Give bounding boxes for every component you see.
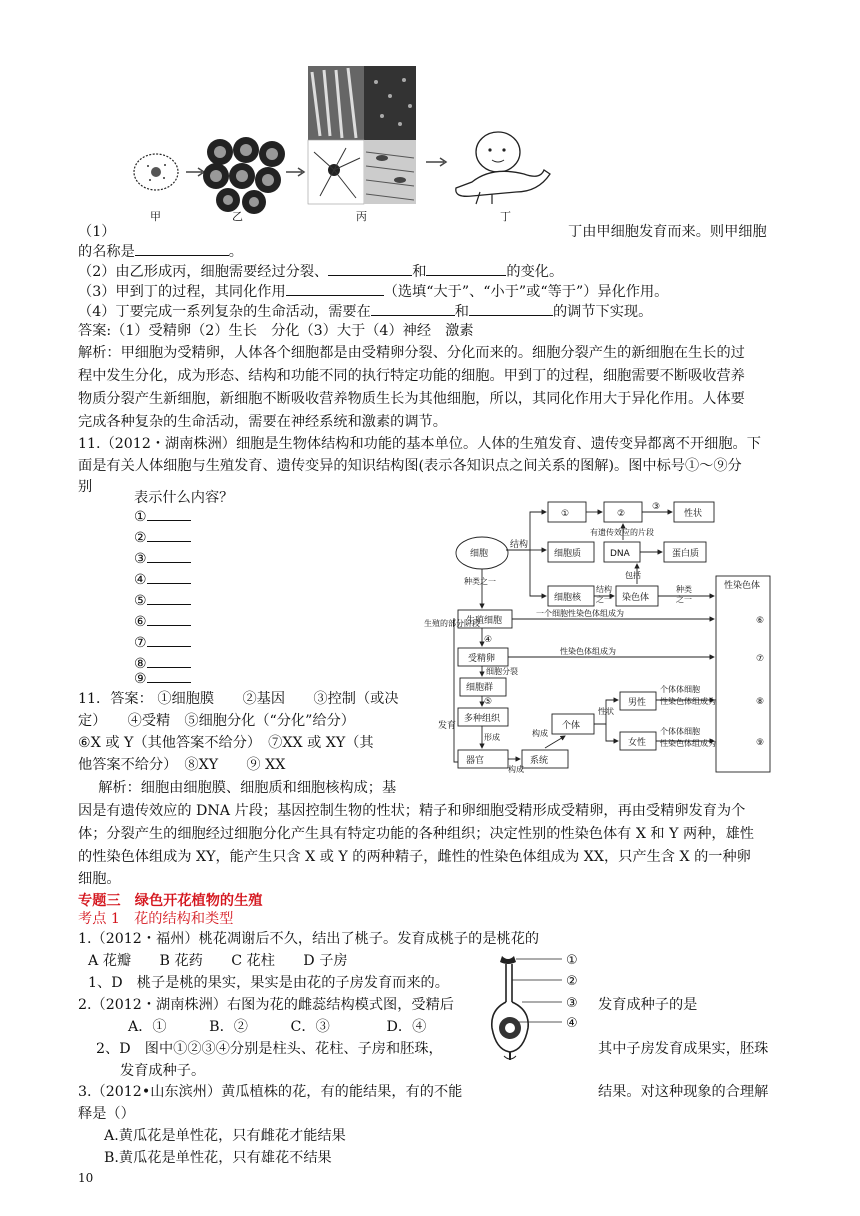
q10-part4 <box>78 301 652 322</box>
dg-divide: 细胞分裂 <box>486 667 518 676</box>
q10-part1-end: 。 <box>228 244 243 260</box>
q11-blank[interactable] <box>147 632 191 647</box>
dg-trait: 性状 <box>684 509 703 519</box>
q2-options: A．① B．② C．③ D．④ <box>128 1019 427 1035</box>
q10-answer: 答案:（1）受精卵（2）生长 分化（3）大于（4）神经 激素 <box>78 323 474 339</box>
q11-blank[interactable] <box>147 653 191 668</box>
dg-n9: ⑨ <box>756 738 765 748</box>
q10-analysis-4: 完成各种复杂的生命活动，需要在神经系统和激素的调节。 <box>78 414 447 430</box>
q10-part2-c: 的变化。 <box>506 264 564 280</box>
q11-blank[interactable] <box>147 527 191 542</box>
q10-blank-5[interactable] <box>371 301 455 316</box>
q2-stem-a: 2.（2012・湖南株洲）右图为花的雌蕊结构模式图，受精后 <box>78 997 454 1013</box>
pistil-label-3: ③ <box>566 996 578 1011</box>
q11-item-num: ⑤ <box>134 593 147 609</box>
q10-blank-6[interactable] <box>469 301 553 316</box>
q10-part1-line2 <box>78 241 243 262</box>
q11-stem-3: 别 <box>78 479 93 495</box>
q11-item-num: ④ <box>134 572 147 588</box>
q11-answer-1: 11．答案： ①细胞膜 ②基因 ③控制（或决 <box>78 691 399 707</box>
q3-option-a: A.黄瓜花是单性花，只有雌花才能结果 <box>104 1128 346 1144</box>
dg-n5: ⑤ <box>484 697 493 707</box>
dg-include: 包括 <box>625 571 641 580</box>
q10-part4-c: 的调节下实现。 <box>552 304 653 320</box>
diagram-svg <box>420 492 780 774</box>
tissues-image <box>308 66 416 204</box>
q11-item-num: ③ <box>134 551 147 567</box>
dg-body-cell1: 个体体细胞 <box>660 685 700 694</box>
dg-n8: ⑧ <box>756 697 765 707</box>
dg-body-cell2: 个体体细胞 <box>660 727 700 736</box>
q11-item-num: ⑨ <box>134 671 147 687</box>
dg-organ: 器官 <box>466 756 485 766</box>
q11-item-5 <box>134 590 191 611</box>
q3-stem-b: 结果。对这种现象的合理解 <box>598 1084 769 1100</box>
q11-blank[interactable] <box>147 506 191 521</box>
q11-item-num: ① <box>134 509 147 525</box>
pistil-label-1: ① <box>566 953 578 968</box>
dg-male: 男性 <box>628 698 647 708</box>
q11-analysis-4: 的性染色体组成为 XY，能产生只含 X 或 Y 的两种精子，雌性的性染色体组成为 XX，只产生含 X 的一种卵 <box>78 849 751 865</box>
q11-item-7 <box>134 632 191 653</box>
topic3-subtitle: 考点 1 花的结构和类型 <box>78 911 234 927</box>
q11-item-num: ② <box>134 530 147 546</box>
q10-analysis-1: 解析：甲细胞为受精卵，人体各个细胞都是由受精卵分裂、分化而来的。细胞分裂产生的新细胞在生长的过 <box>78 345 745 361</box>
dg-kind-one-of: 之一 <box>676 595 692 604</box>
dg-one-of: 之一 <box>596 595 612 604</box>
dg-cell-group: 细胞群 <box>466 683 494 693</box>
dg-n7: ⑦ <box>756 654 765 664</box>
q11-blank[interactable] <box>147 569 191 584</box>
q1-answer: 1、D 桃子是桃的果实，果实是由花的子房发育而来的。 <box>88 975 449 991</box>
dg-left-side: 生殖的部分阶段 <box>424 619 480 628</box>
q10-part1-text: 的名称是 <box>78 244 135 260</box>
q2-answer-c: 发育成种子。 <box>120 1063 206 1079</box>
dg-n3: ③ <box>652 502 661 512</box>
q11-item-3 <box>134 548 191 569</box>
dg-kind: 种类 <box>676 585 692 594</box>
q11-blank[interactable] <box>147 611 191 626</box>
q11-item-2 <box>134 527 191 548</box>
dg-sex-comp: 性染色体组成为 <box>560 647 616 656</box>
q1-options: A 花瓣 B 花药 C 花柱 D 子房 <box>88 953 348 969</box>
dg-female: 女性 <box>628 738 647 748</box>
topic3-title: 专题三 绿色开花植物的生殖 <box>78 893 263 909</box>
q10-part3 <box>78 281 668 302</box>
q10-part2-a: （2）由乙形成丙，细胞需要经过分裂、 <box>78 264 329 280</box>
q11-item-num: ⑦ <box>134 635 147 651</box>
q11-stem-2: 面是有关人体细胞与生殖发育、遗传变异的知识结构图(表示各知识点之间关系的图解)。图中标号①～⑨分 <box>78 458 742 474</box>
q11-answer-3: ⑥X 或 Y（其他答案不给分） ⑦XX 或 XY（其 <box>78 735 374 751</box>
dg-cytoplasm: 细胞质 <box>554 549 582 559</box>
q11-item-1 <box>134 506 191 527</box>
q11-ask: 表示什么内容？ <box>134 490 234 506</box>
fig-label-jia: 甲 <box>150 210 161 223</box>
dg-tissues: 多种组织 <box>464 714 501 724</box>
dg-struct-one: 结构 <box>596 585 612 594</box>
q11-item-num: ⑥ <box>134 614 147 630</box>
dg-zygote: 受精卵 <box>468 654 496 664</box>
baby-image <box>456 132 550 204</box>
dg-cell: 细胞 <box>470 549 489 559</box>
fig-label-bing: 丙 <box>356 210 367 223</box>
q10-blank-3[interactable] <box>426 261 506 276</box>
dg-sex-trait: 性状 <box>598 707 614 716</box>
q10-part3-b: （选填“大于”、“小于”或“等于”）异化作用。 <box>383 284 669 300</box>
q10-blank-2[interactable] <box>328 261 412 276</box>
q11-item-num: ⑧ <box>134 656 147 672</box>
q3-option-b: B.黄瓜花是单性花，只有雄花不结果 <box>104 1150 332 1166</box>
q11-item-4 <box>134 569 191 590</box>
q11-stem-1: 11.（2012・湖南株洲）细胞是生物体结构和功能的基本单位。人体的生殖发育、遗传变异都离不开细胞。下 <box>78 436 761 452</box>
q11-analysis-5: 细胞。 <box>78 871 121 887</box>
development-illustration <box>120 62 560 224</box>
dg-system: 系统 <box>530 756 549 766</box>
dg-dna: DNA <box>610 549 630 559</box>
dg-gene-note: 有遗传效应的片段 <box>590 528 654 537</box>
q1-stem: 1.（2012・福州）桃花凋谢后不久，结出了桃子。发育成桃子的是桃花的 <box>78 931 540 947</box>
dg-body-comp2: 性染色体组成为 <box>660 739 716 748</box>
q10-part4-a: （4）丁要完成一系列复杂的生命活动，需要在 <box>78 304 371 320</box>
q11-blank[interactable] <box>147 668 191 683</box>
page-number: 10 <box>78 1171 94 1185</box>
q3-stem-a: 3.（2012•山东滨州）黄瓜植株的花，有的能结果，有的不能 <box>78 1084 463 1100</box>
q11-answer-2: 定） ④受精 ⑤细胞分化（“分化”给分） <box>78 713 355 729</box>
knowledge-structure-diagram <box>420 492 780 774</box>
q11-blank[interactable] <box>147 590 191 605</box>
dg-type-one: 种类之一 <box>464 577 496 586</box>
dg-n1: ① <box>561 509 570 519</box>
dg-one-body: 一个细胞性染色体组成为 <box>536 609 624 618</box>
dg-chromosome: 染色体 <box>622 593 650 603</box>
dg-n2: ② <box>617 509 626 519</box>
pistil-label-2: ② <box>566 974 578 989</box>
q11-item-9 <box>134 668 191 689</box>
q11-analysis-3: 体；分裂产生的细胞经过细胞分化产生具有特定功能的各种组织；决定性别的性染色体有 X 和 Y 两种，雄性 <box>78 826 754 842</box>
q11-analysis-1: 解析：细胞由细胞膜、细胞质和细胞核构成；基 <box>84 780 397 796</box>
q10-analysis-2: 程中发生分化，成为形态、结构和功能不同的执行特定功能的细胞。甲到丁的过程，细胞需要不断吸收营养 <box>78 368 745 384</box>
cell-cluster-image <box>203 137 285 214</box>
dg-structure: 结构 <box>510 540 529 550</box>
dg-compose2: 构成 <box>508 765 524 774</box>
dg-n4: ④ <box>484 635 493 645</box>
dg-germ-cell: 生殖细胞 <box>466 616 503 626</box>
dg-protein: 蛋白质 <box>672 549 700 559</box>
q3-stem-c: 释是（） <box>78 1106 135 1122</box>
dg-compose: 构成 <box>532 729 548 738</box>
q10-part4-b: 和 <box>454 304 469 320</box>
q10-part2 <box>78 261 563 282</box>
dg-develop: 发育 <box>438 721 457 731</box>
dg-individual: 个体 <box>562 721 581 731</box>
fig-label-yi: 乙 <box>232 210 243 223</box>
q10-blank-4[interactable] <box>286 281 384 296</box>
q10-part3-a: （3）甲到丁的过程，其同化作用 <box>78 284 286 300</box>
pistil-svg <box>486 952 590 1062</box>
pistil-label-4: ④ <box>566 1016 578 1031</box>
q2-stem-b: 发育成种子的是 <box>598 997 698 1013</box>
dg-form: 形成 <box>484 733 500 742</box>
pistil-figure <box>486 952 590 1062</box>
q11-item-6 <box>134 611 191 632</box>
q10-part1-num: （1） <box>78 224 116 240</box>
q10-part2-b: 和 <box>412 264 427 280</box>
q10-blank-1[interactable] <box>135 241 229 256</box>
dg-body-comp1: 性染色体组成为 <box>660 697 716 706</box>
q11-analysis-2: 因是有遗传效应的 DNA 片段；基因控制生物的性状；精子和卵细胞受精形成受精卵，再由受精卵发育为个 <box>78 803 746 819</box>
dg-n6: ⑥ <box>756 616 765 626</box>
q10-analysis-3: 物质分裂产生新细胞，新细胞不断吸收营养物质生长为其他细胞，所以，其同化作用大于异化作用。人体要 <box>78 391 745 407</box>
fig-label-ding: 丁 <box>500 210 511 223</box>
dg-sex-chrom: 性染色体 <box>724 581 761 591</box>
dg-nucleus: 细胞核 <box>554 593 582 603</box>
q10-part1-tail: 丁由甲细胞发育而来。则甲细胞 <box>568 224 767 240</box>
q11-blank[interactable] <box>147 548 191 563</box>
development-figure <box>120 62 560 224</box>
zygote-cell-image <box>134 154 178 190</box>
q11-answer-4: 他答案不给分） ⑧XY ⑨ XX <box>78 757 286 773</box>
q2-answer-a: 2、D 图中①②③④分别是柱头、花柱、子房和胚珠， <box>96 1041 443 1057</box>
q2-answer-b: 其中子房发育成果实，胚珠 <box>598 1041 769 1057</box>
